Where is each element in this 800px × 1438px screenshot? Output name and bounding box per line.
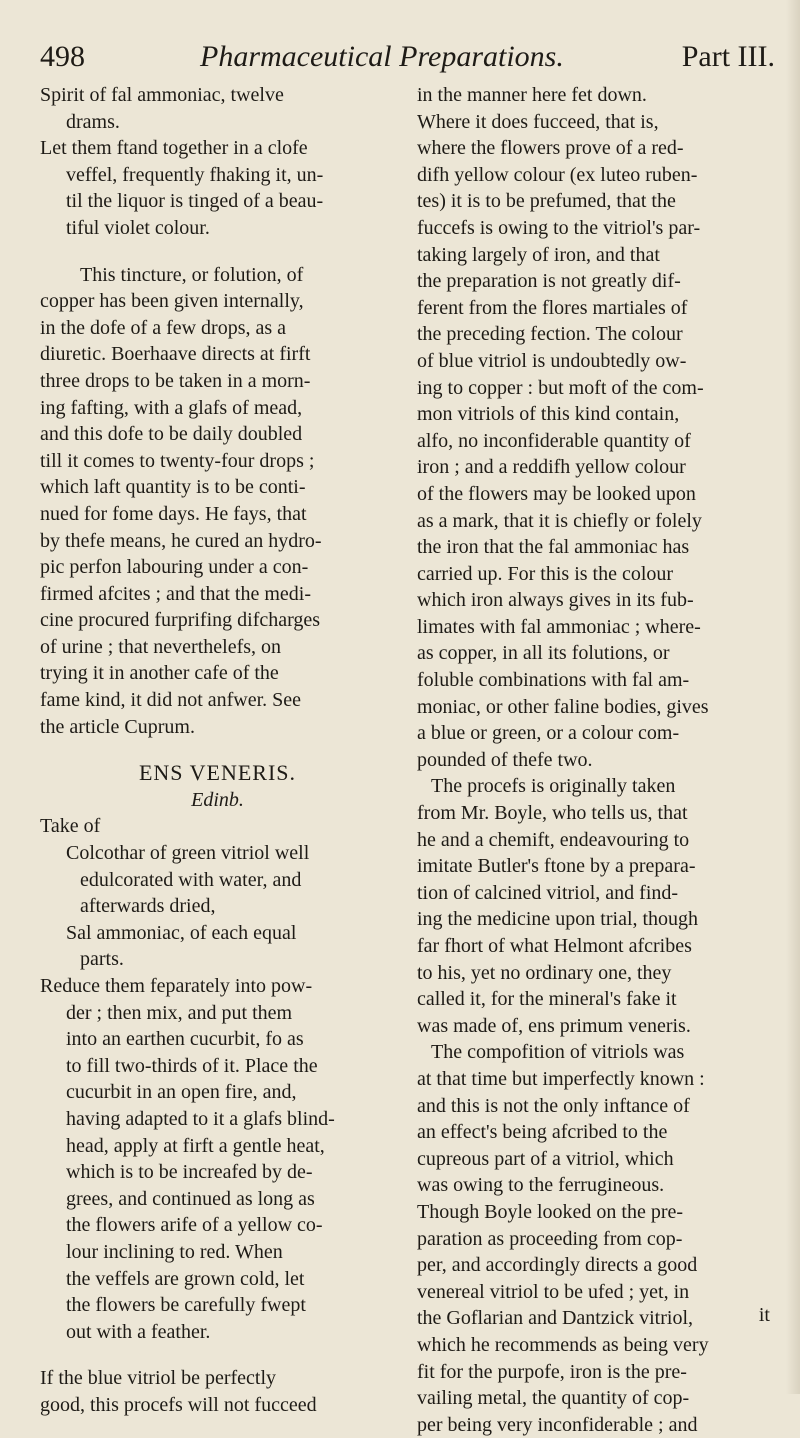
text-line: the preceding fection. The colour <box>417 323 683 346</box>
text-line: and this is not the only inftance of <box>417 1094 690 1117</box>
text-line: of the flowers may be looked upon <box>417 482 696 505</box>
text-line: by thefe means, he cured an hydro- <box>40 529 322 552</box>
text-line: foluble combinations with fal am- <box>417 669 690 692</box>
right-para-1 <box>417 82 772 773</box>
text-line: der ; then mix, and put them <box>66 1001 293 1024</box>
ingredient-line: parts. <box>80 948 124 971</box>
text-line: til the liquor is tinged of a beau- <box>66 190 324 213</box>
text-line: as a mark, that it is chiefly or folely <box>417 509 702 532</box>
text-line: the Goflarian and Dantzick vitriol, <box>417 1307 694 1330</box>
text-line: as copper, in all its folutions, or <box>417 642 670 665</box>
text-line: fame kind, it did not anfwer. See <box>40 689 302 712</box>
text-line: vailing metal, the quantity of cop- <box>417 1387 690 1410</box>
text-line: iron ; and a reddifh yellow colour <box>417 456 686 479</box>
text-line: which is to be increafed by de- <box>66 1161 313 1184</box>
text-line: Though Boyle looked on the pre- <box>417 1200 684 1223</box>
text-line: ferent from the flores martiales of <box>417 296 688 319</box>
text-line: to fill two-thirds of it. Place the <box>66 1054 318 1077</box>
text-line: good, this procefs will not fucceed <box>40 1393 317 1416</box>
text-line: fit for the purpofe, iron is the pre- <box>417 1360 687 1383</box>
text-line: If the blue vitriol be perfectly <box>40 1367 277 1390</box>
text-line: trying it in another cafe of the <box>40 662 279 685</box>
text-line: cine procured furprifing difcharges <box>40 609 321 632</box>
text-line: Where it does fucceed, that is, <box>417 110 659 133</box>
text-line: three drops to be taken in a morn- <box>40 369 311 392</box>
left-para-2 <box>40 262 395 741</box>
section-heading: ENS VENERIS. <box>138 760 297 786</box>
text-line: per, and accordingly directs a good <box>417 1254 698 1277</box>
text-line: ing to copper : but moft of the com- <box>417 376 704 399</box>
text-line: cucurbit in an open fire, and, <box>66 1081 297 1104</box>
text-line: a blue or green, or a colour com- <box>417 722 680 745</box>
text-line: called it, for the mineral's fake it <box>417 988 677 1011</box>
text-line: an effect's being afcribed to the <box>417 1121 668 1144</box>
ingredient-line: Colcothar of green vitriol well <box>66 842 310 865</box>
part-label: Part III. <box>681 40 775 73</box>
right-column <box>417 82 772 1438</box>
text-line: of blue vitriol is undoubtedly ow- <box>417 349 687 372</box>
text-line: difh yellow colour (ex luteo ruben- <box>417 163 698 186</box>
catchword: it <box>758 1304 770 1326</box>
text-line: venereal vitriol to be ufed ; yet, in <box>417 1280 690 1303</box>
text-line: cupreous part of a vitriol, which <box>417 1147 674 1170</box>
page-edge-shadow <box>786 0 800 1394</box>
left-para-3 <box>40 973 395 1345</box>
text-line: ing fafting, with a glafs of mead, <box>40 396 303 419</box>
text-line: which he recommends as being very <box>417 1333 709 1356</box>
text-line: moniac, or other faline bodies, gives <box>417 695 709 718</box>
take-of-label: Take of <box>40 815 101 838</box>
section-subheading: Edinb. <box>191 788 244 811</box>
text-line: the flowers be carefully fwept <box>66 1294 306 1317</box>
right-para-2 <box>417 773 772 1039</box>
text-line: pic perfon labouring under a con- <box>40 556 309 579</box>
text-line: tes) it is to be prefumed, that the <box>417 190 676 213</box>
text-line: of urine ; that neverthelefs, on <box>40 635 282 658</box>
text-line: in the manner here fet down. <box>417 84 647 106</box>
text-line: and this dofe to be daily doubled <box>40 423 303 446</box>
text-line: the iron that the fal ammoniac has <box>417 536 690 559</box>
left-column <box>40 82 395 1419</box>
text-line: This tincture, or folution, of <box>80 263 304 286</box>
text-line: Let them ftand together in a clofe <box>40 137 308 160</box>
text-line: carried up. For this is the colour <box>417 562 674 585</box>
right-para-3 <box>417 1039 772 1438</box>
text-line: Reduce them feparately into pow- <box>40 975 313 997</box>
text-line: pounded of thefe two. <box>417 748 593 771</box>
text-line: diuretic. Boerhaave directs at firft <box>40 343 311 366</box>
text-line: paration as proceeding from cop- <box>417 1227 683 1250</box>
left-para-4 <box>40 1365 395 1418</box>
text-line: veffel, frequently fhaking it, un- <box>66 163 324 186</box>
text-line: copper has been given internally, <box>40 290 304 313</box>
text-line: per being very inconfiderable ; and <box>417 1413 698 1436</box>
text-line: till it comes to twenty-four drops ; <box>40 449 315 472</box>
text-line: firmed afcites ; and that the medi- <box>40 582 312 605</box>
text-line: The compofition of vitriols was <box>431 1041 685 1064</box>
text-line: at that time but imperfectly known : <box>417 1067 705 1090</box>
text-line: having adapted to it a glafs blind- <box>66 1107 335 1130</box>
ingredient-line: edulcorated with water, and <box>80 868 302 891</box>
running-title: Pharmaceutical Preparations. <box>200 40 564 73</box>
text-line: where the flowers prove of a red- <box>417 137 684 160</box>
text-line: out with a feather. <box>66 1320 211 1343</box>
text-line: tion of calcined vitriol, and find- <box>417 881 679 904</box>
text-line: Spirit of fal ammoniac, twelve <box>40 84 284 106</box>
text-line: ing the medicine upon trial, though <box>417 908 699 931</box>
text-line: which laft quantity is to be conti- <box>40 476 306 499</box>
text-line: the veffels are grown cold, let <box>66 1267 305 1290</box>
text-line: taking largely of iron, and that <box>417 243 660 266</box>
text-line: the preparation is not greatly dif- <box>417 270 681 293</box>
text-line: which iron always gives in its fub- <box>417 589 694 612</box>
ingredient-line: Sal ammoniac, of each equal <box>66 921 297 944</box>
text-line: alfo, no inconfiderable quantity of <box>417 429 691 452</box>
text-line: fuccefs is owing to the vitriol's par- <box>417 216 701 239</box>
ingredient-line: afterwards dried, <box>80 895 216 918</box>
text-line: drams. <box>66 110 120 133</box>
text-line: in the dofe of a few drops, as a <box>40 316 287 339</box>
text-line: lour inclining to red. When <box>66 1240 283 1263</box>
ingredients-list <box>40 840 395 973</box>
text-line: limates with fal ammoniac ; where- <box>417 615 701 638</box>
text-line: far fhort of what Helmont afcribes <box>417 935 692 957</box>
text-line: was owing to the ferrugineous. <box>417 1174 665 1197</box>
text-line: from Mr. Boyle, who tells us, that <box>417 802 688 825</box>
text-line: mon vitriols of this kind contain, <box>417 403 680 426</box>
text-line: The procefs is originally taken <box>431 775 676 798</box>
left-para-1 <box>40 82 395 242</box>
text-line: into an earthen cucurbit, fo as <box>66 1028 304 1051</box>
text-line: grees, and continued as long as <box>66 1187 315 1210</box>
text-line: the article Cuprum. <box>40 715 195 738</box>
text-line: tiful violet colour. <box>66 216 210 239</box>
text-line: the flowers arife of a yellow co- <box>66 1214 323 1237</box>
text-line: nued for fome days. He fays, that <box>40 502 307 525</box>
text-line: imitate Butler's ftone by a prepara- <box>417 855 696 878</box>
page-number: 498 <box>40 40 85 73</box>
text-line: he and a chemift, endeavouring to <box>417 828 690 851</box>
text-line: was made of, ens primum veneris. <box>417 1014 691 1037</box>
page-header <box>40 40 775 86</box>
text-line: to his, yet no ordinary one, they <box>417 961 672 984</box>
text-line: head, apply at firft a gentle heat, <box>66 1134 325 1157</box>
